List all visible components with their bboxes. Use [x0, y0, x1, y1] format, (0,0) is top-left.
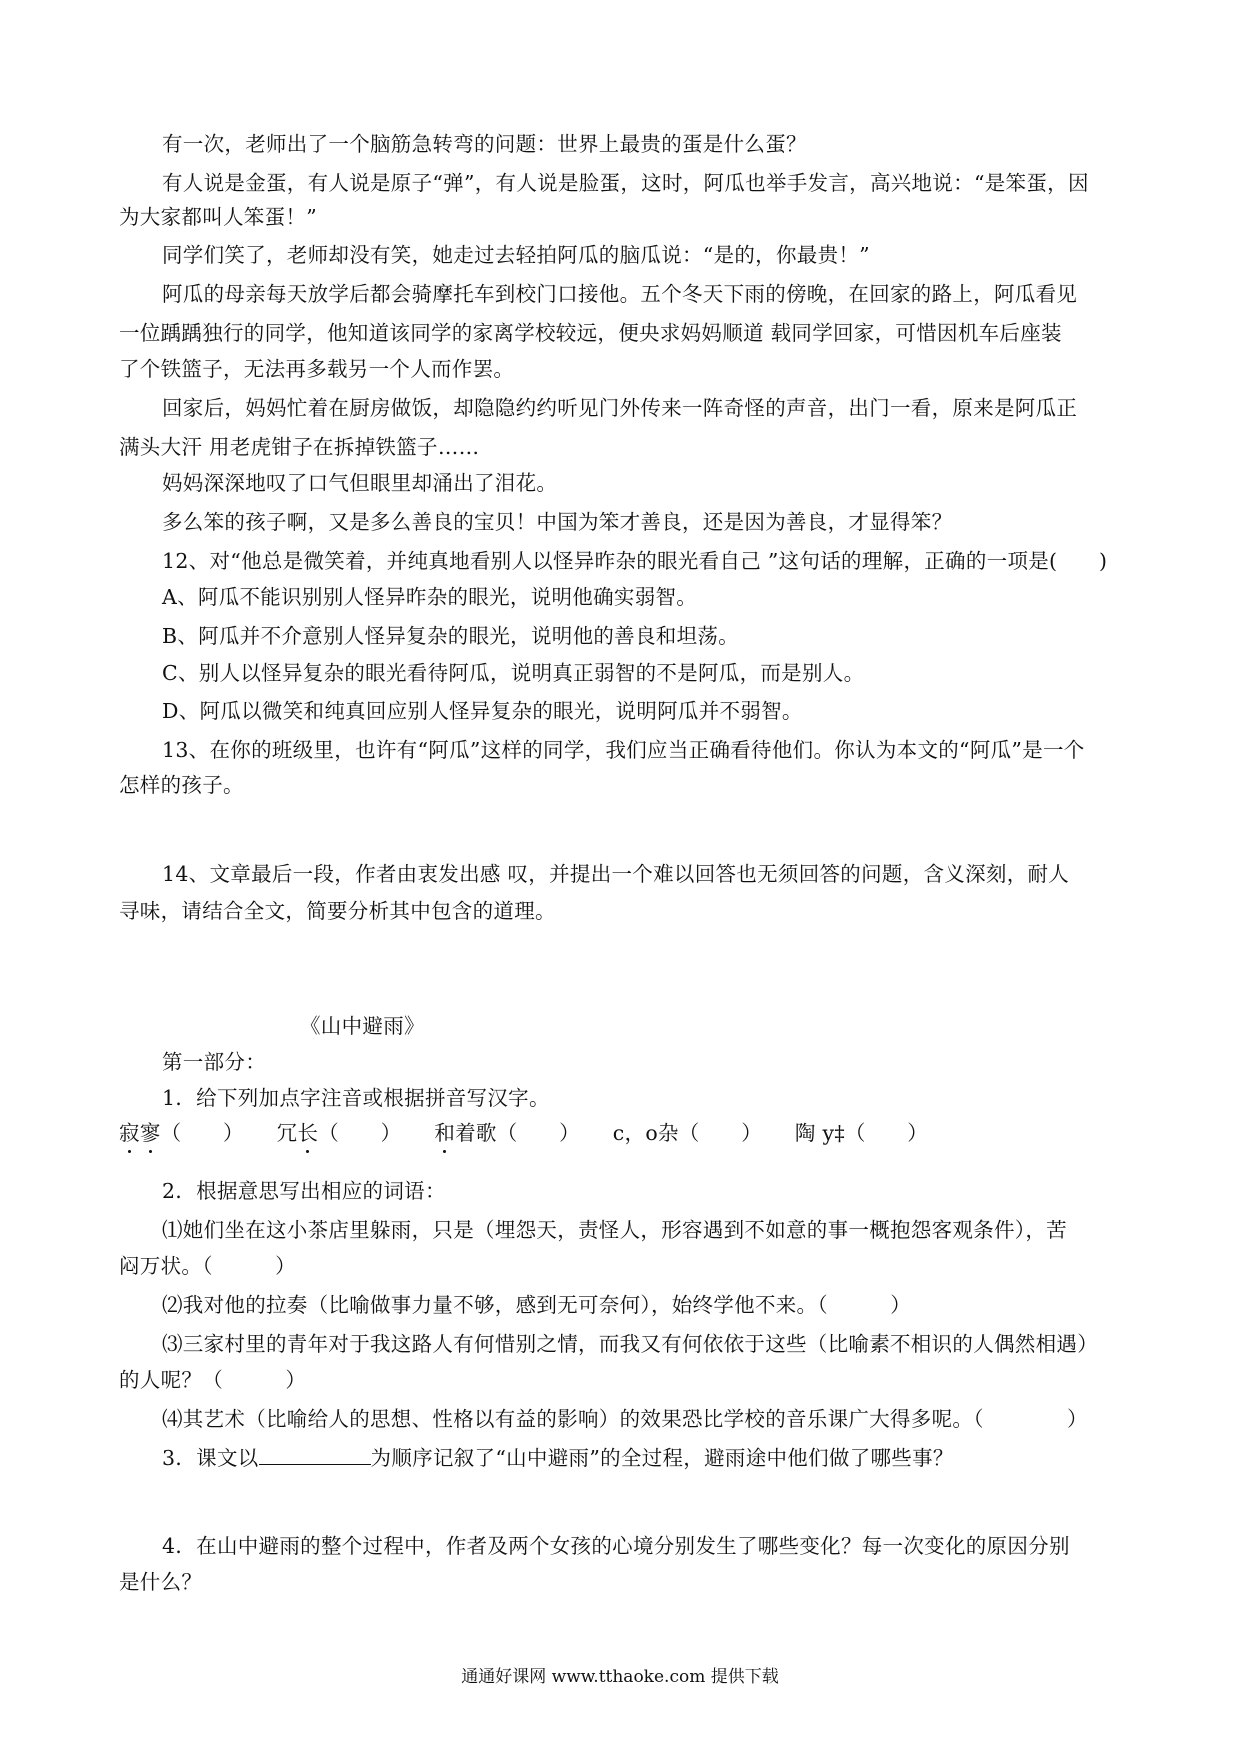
question-1: 1．给下列加点字注音或根据拼音写汉字。	[162, 1086, 550, 1110]
paragraph-line: 回家后，妈妈忙着在厨房做饭，却隐隐约约听见门外传来一阵奇怪的声音，出门一看，原来是阿瓜正	[162, 396, 1078, 420]
option-a: A、阿瓜不能识别别人怪异昨杂的眼光，说明他确实弱智。	[162, 585, 698, 609]
paragraph-line: 妈妈深深地叹了口气但眼里却涌出了泪花。	[162, 471, 558, 495]
paragraph-line: 阿瓜的母亲每天放学后都会骑摩托车到校门口接他。五个冬天下雨的傍晚，在回家的路上，阿瓜看见	[162, 282, 1078, 306]
question-2-3-cont: 的人呢？（ ）	[119, 1368, 307, 1392]
paragraph-line: 满头大汗 用老虎钳子在拆掉铁篮子……	[119, 435, 480, 459]
question-4: 4．在山中避雨的整个过程中，作者及两个女孩的心境分别发生了哪些变化？每一次变化的原因分别	[162, 1534, 1070, 1558]
question-3-before: 3．课文以	[162, 1446, 259, 1470]
paragraph-line: 同学们笑了，老师却没有笑，她走过去轻拍阿瓜的脑瓜说：“是的，你最贵！”	[162, 243, 870, 267]
question-3	[162, 1443, 954, 1473]
question-2-1-cont: 闷万状。（ ）	[119, 1254, 296, 1278]
question-13-cont: 怎样的孩子。	[119, 773, 244, 797]
paragraph-line: 一位踽踽独行的同学，他知道该同学的家离学校较远，便央求妈妈顺道 载同学回家，可惜因机车后座装	[119, 321, 1062, 345]
question-1-items	[119, 1118, 954, 1148]
question-4-cont: 是什么？	[119, 1570, 203, 1594]
question-3-after: 为顺序记叙了“山中避雨”的全过程，避雨途中他们做了哪些事？	[370, 1446, 954, 1470]
word-item: 陶 y‡（ ）	[794, 1121, 929, 1145]
question-12: 12、对“他总是微笑着，并纯真地看别人以怪异昨杂的眼光看自己 ”这句话的理解，正确的一项是( )	[162, 549, 1108, 573]
question-2: 2．根据意思写出相应的词语：	[162, 1179, 446, 1203]
section-title: 《山中避雨》	[300, 1014, 425, 1038]
option-c: C、别人以怪异复杂的眼光看待阿瓜，说明真正弱智的不是阿瓜，而是别人。	[162, 661, 865, 685]
paragraph-line: 有一次，老师出了一个脑筋急转弯的问题：世界上最贵的蛋是什么蛋？	[162, 132, 807, 156]
part-heading: 第一部分：	[162, 1050, 266, 1074]
paragraph-line: 了个铁篮子，无法再多载另一个人而作罢。	[119, 357, 515, 381]
footer-credit: 通通好课网 www.tthaoke.com 提供下载	[461, 1667, 779, 1687]
question-2-3: ⑶三家村里的青年对于我这路人有何惜别之情，而我又有何依依于这些（比喻素不相识的人偶然相遇）	[162, 1332, 1098, 1356]
question-14-cont: 寻味，请结合全文，简要分析其中包含的道理。	[119, 899, 556, 923]
question-2-1: ⑴她们坐在这小茶店里躲雨，只是（埋怨天，责怪人，形容遇到不如意的事一概抱怨客观条件），苦	[162, 1218, 1067, 1242]
option-b: B、阿瓜并不介意别人怪异复杂的眼光，说明他的善良和坦荡。	[162, 624, 739, 648]
question-13: 13、在你的班级里，也许有“阿瓜”这样的同学，我们应当正确看待他们。你认为本文的“阿瓜”是一个	[162, 738, 1085, 762]
answer-blank	[259, 1446, 371, 1465]
question-2-4: ⑷其艺术（比喻给人的思想、性格以有益的影响）的效果恐比学校的音乐课广大得多呢。（ ）	[162, 1407, 1088, 1431]
word-item: 寂寥（ ）	[119, 1121, 244, 1145]
paragraph-line: 多么笨的孩子啊，又是多么善良的宝贝！中国为笨才善良，还是因为善良，才显得笨？	[162, 510, 953, 534]
question-2-2: ⑵我对他的拉奏（比喻做事力量不够，感到无可奈何），始终学他不来。（ ）	[162, 1293, 912, 1317]
option-d: D、阿瓜以微笑和纯真回应别人怪异复杂的眼光，说明阿瓜并不弱智。	[162, 699, 803, 723]
word-item: 冗长（ ）	[277, 1121, 402, 1145]
question-14: 14、文章最后一段，作者由衷发出感 叹，并提出一个难以回答也无须回答的问题，含义深刻，耐人	[162, 862, 1070, 886]
word-item: c，o杂（ ）	[612, 1121, 762, 1145]
paragraph-line: 有人说是金蛋，有人说是原子“弹”，有人说是脸蛋，这时，阿瓜也举手发言，高兴地说：“是笨蛋，因	[162, 171, 1089, 195]
word-item: 和着歌（ ）	[434, 1121, 580, 1145]
paragraph-line: 为大家都叫人笨蛋！”	[119, 205, 317, 229]
